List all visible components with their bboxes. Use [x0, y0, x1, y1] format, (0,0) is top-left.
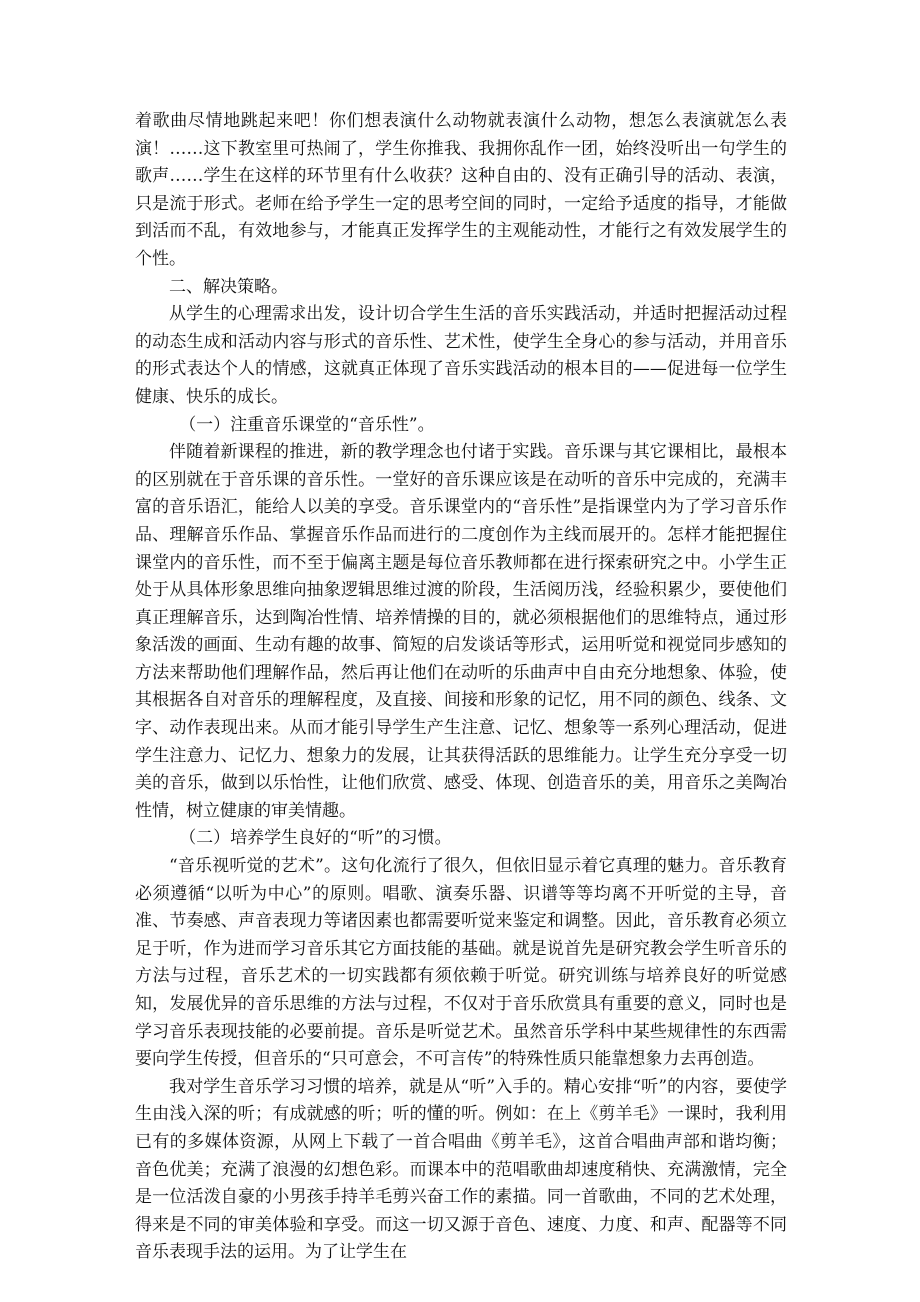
subheading-musicality: （一）注重音乐课堂的“音乐性”。	[179, 414, 435, 435]
document-page	[135, 108, 787, 1267]
paragraph-example: 我对学生音乐学习习惯的培养，就是从“听”入手的。精心安排“听”的内容，要使学生由浅入深的听；有成就感的听；听的懂的听。例如：在上《剪羊毛》一课时，我利用已有的多媒体资源，从网上下载了一首合唱曲《剪羊毛》，这首合唱曲声部和谐均衡；音色优美；充满了浪漫的幻想色彩。而课本中的范唱歌曲却速度稍快、充满激情，完全是一位活泼自豪的小男孩手持羊毛剪兴奋工作的素描。同一首歌曲，不同的艺术处理，得来是不同的审美体验和享受。而这一切又源于音色、速度、力度、和声、配器等不同音乐表现手法的运用。为了让学生在	[135, 1076, 787, 1263]
subheading-listening-habit: （二）培养学生良好的“听”的习惯。	[179, 828, 452, 849]
paragraph-listening: “音乐视听觉的艺术”。这句化流行了很久，但依旧显示着它真理的魅力。音乐教育必须遵循“以听为中心”的原则。唱歌、演奏乐器、识谱等等均离不开听觉的主导，音准、节奏感、声音表现力等诸因素也都需要听觉来鉴定和调整。因此，音乐教育必须立足于听，作为进而学习音乐其它方面技能的基础。就是说首先是研究教会学生听音乐的方法与过程，音乐艺术的一切实践都有须依赖于听觉。研究训练与培养良好的听觉感知，发展优异的音乐思维的方法与过程，不仅对于音乐欣赏具有重要的意义，同时也是学习音乐表现技能的必要前提。音乐是听觉艺术。虽然音乐学科中某些规律性的东西需要向学生传授，但音乐的“只可意会，不可言传”的特殊性质只能靠想象力去再创造。	[135, 856, 787, 1070]
paragraph-intro: 从学生的心理需求出发，设计切合学生生活的音乐实践活动，并适时把握活动过程的动态生成和活动内容与形式的音乐性、艺术性，使学生全身心的参与活动，并用音乐的形式表达个人的情感，这就真正体现了音乐实践活动的根本目的——促进每一位学生健康、快乐的成长。	[135, 304, 787, 407]
paragraph-continued: 着歌曲尽情地跳起来吧！你们想表演什么动物就表演什么动物，想怎么表演就怎么表演！……这下教室里可热闹了，学生你推我、我拥你乱作一团，始终没听出一句学生的歌声……学生在这样的环节里有什么收获？这种自由的、没有正确引导的活动、表演，只是流于形式。老师在给予学生一定的思考空间的同时，一定给予适度的指导，才能做到活而不乱，有效地参与，才能真正发挥学生的主观能动性，才能行之有效发展学生的个性。	[135, 111, 787, 269]
section-heading-solutions: 二、解决策略。	[169, 276, 288, 297]
paragraph-musicality: 伴随着新课程的推进，新的教学理念也付诸于实践。音乐课与其它课相比，最根本的区别就在于音乐课的音乐性。一堂好的音乐课应该是在动听的音乐中完成的，充满丰富的音乐语汇，能给人以美的享受。音乐课堂内的“音乐性”是指课堂内为了学习音乐作品、理解音乐作品、掌握音乐作品而进行的二度创作为主线而展开的。怎样才能把握住课堂内的音乐性，而不至于偏离主题是每位音乐教师都在进行探索研究之中。小学生正处于从具体形象思维向抽象逻辑思维过渡的阶段，生活阅历浅，经验积累少，要使他们真正理解音乐，达到陶冶性情、培养情操的目的，就必须根据他们的思维特点，通过形象活泼的画面、生动有趣的故事、简短的启发谈话等形式，运用听觉和视觉同步感知的方法来帮助他们理解作品，然后再让他们在动听的乐曲声中自由充分地想象、体验，使其根据各自对音乐的理解程度，及直接、间接和形象的记忆，用不同的颜色、线条、文字、动作表现出来。从而才能引导学生产生注意、记忆、想象等一系列心理活动，促进学生注意力、记忆力、想象力的发展，让其获得活跃的思维能力。让学生充分享受一切美的音乐，做到以乐怡性，让他们欣赏、感受、体现、创造音乐的美，用音乐之美陶冶性情，树立健康的审美情趣。	[135, 442, 787, 821]
